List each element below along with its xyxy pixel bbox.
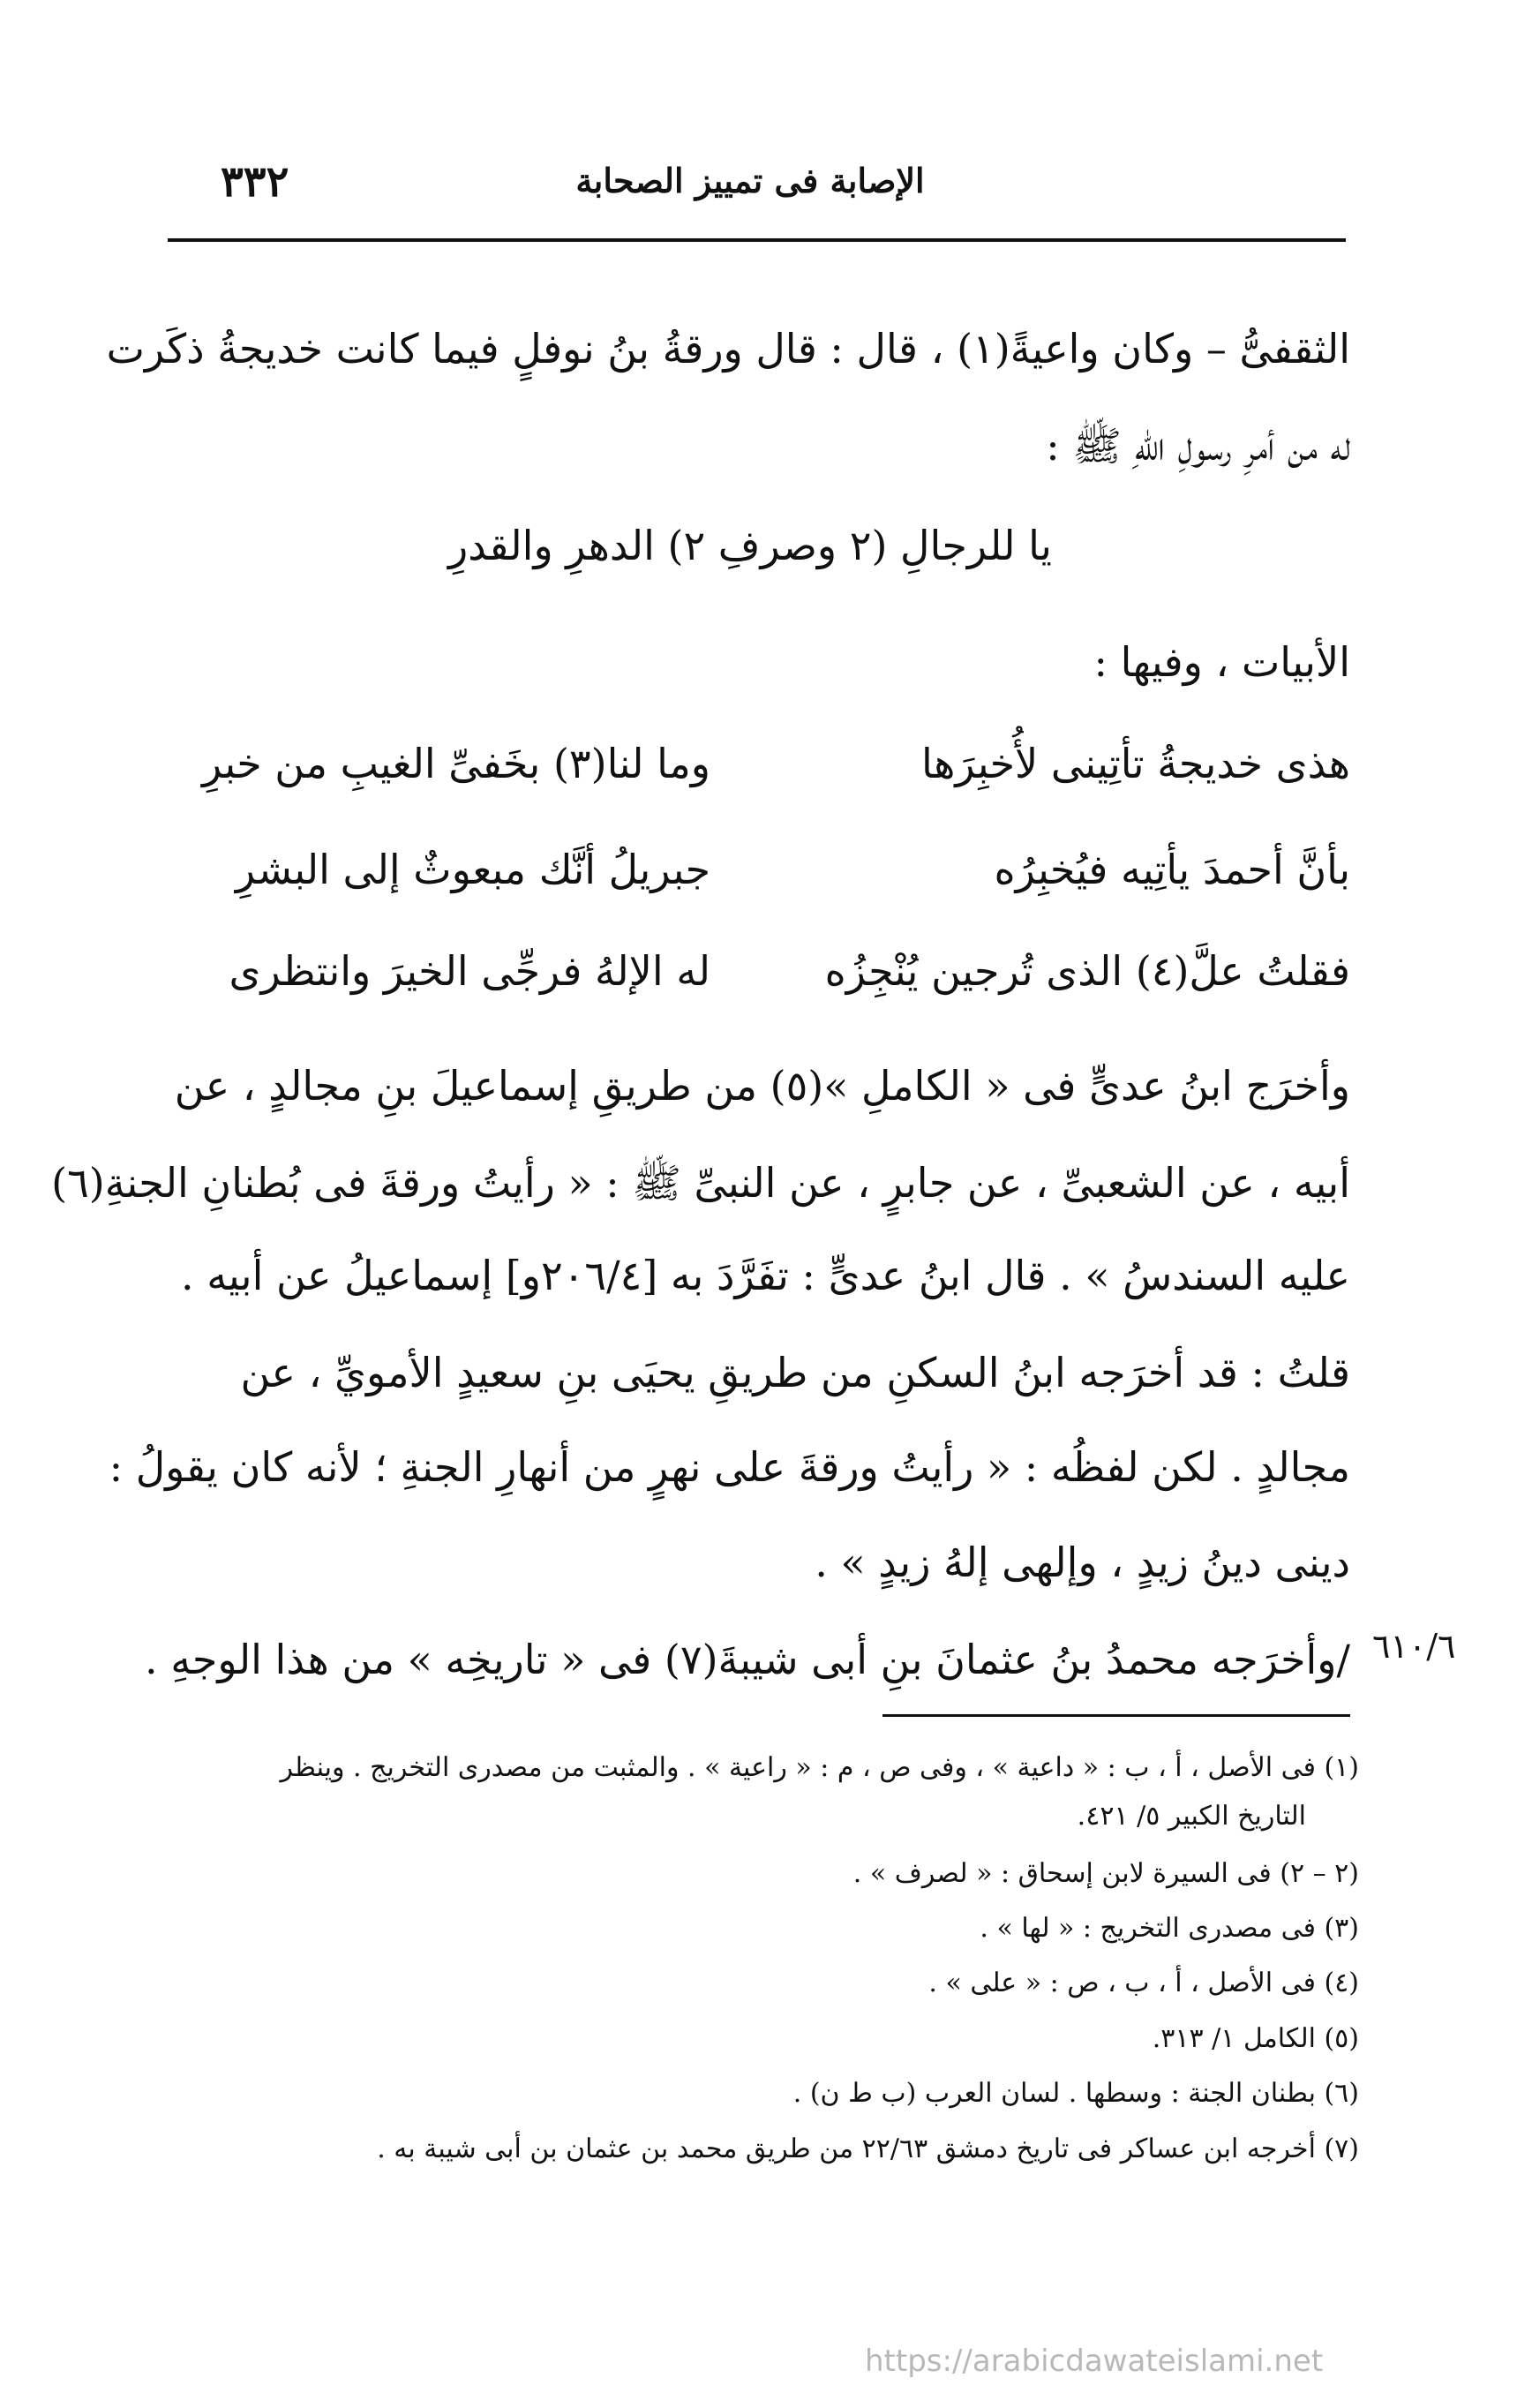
page-number: ٣٣٢ [221, 157, 289, 207]
verse-first-hemistich: بأنَّ أحمدَ يأتِيه فيُخبِرُه [994, 846, 1350, 893]
body-line: أبيه ، عن الشعبىِّ ، عن جابرٍ ، عن النبىِّ ﷺ : « رأيتُ ورقةَ فى بُطنانِ الجنةِ(٦) [51, 1159, 1350, 1207]
running-title: الإصابة فى تمييز الصحابة [575, 161, 925, 200]
footnote: (١) فى الأصل ، أ ، ب : « داعية » ، وفى ص ، م : « راعية » . والمثبت من مصدرى التخريج . وينظر [280, 1752, 1359, 1783]
margin-page-reference: ٦١٠/٦ [1372, 1627, 1456, 1666]
footnote-continuation: التاريخ الكبير ٥/ ٤٢١. [1077, 1801, 1306, 1832]
watermark-url: https://arabicdawateislami.net [865, 2344, 1324, 2379]
verse-first-hemistich: فقلتُ علَّ(٤) الذى تُرجين يُنْجِزُه [824, 947, 1350, 995]
body-line: له من أمرِ رسولِ اللهِ ﷺ : [1046, 422, 1350, 470]
body-line: دينى دينُ زيدٍ ، وإلهى إلهُ زيدٍ » . [815, 1539, 1350, 1586]
verse-opening: يا للرجالِ (٢ وصرفِ ٢) الدهرِ والقدرِ [448, 522, 1052, 569]
footnote: (٢ – ٢) فى السيرة لابن إسحاق : « لصرف » . [852, 1858, 1359, 1889]
header-divider [168, 238, 1346, 242]
poem-verse [163, 719, 1350, 808]
footnote: (٧) أخرجه ابن عساكر فى تاريخ دمشق ٢٢/٦٣ من طريق محمد بن عثمان بن أبى شيبة به . [377, 2133, 1359, 2164]
footnote-divider [882, 1714, 1350, 1717]
footnote: (٦) بطنان الجنة : وسطها . لسان العرب (ب ط ن) . [792, 2078, 1359, 2109]
verse-second-hemistich: جبريلُ أنَّك مبعوثٌ إلى البشرِ [235, 846, 710, 893]
body-line: الثقفىُّ – وكان واعيةً(١) ، قال : قال ورقةُ بنُ نوفلٍ فيما كانت خديجةُ ذكَرت [106, 325, 1350, 372]
poem-verse [163, 825, 1350, 914]
footnote: (٣) فى مصدرى التخريج : « لها » . [980, 1913, 1359, 1944]
body-line: وأخرَج ابنُ عدىٍّ فى « الكاملِ »(٥) من طريقِ إسماعيلَ بنِ مجالدٍ ، عن [174, 1062, 1350, 1110]
verse-second-hemistich: له الإلهُ فرجِّى الخيرَ وانتظرى [229, 947, 710, 995]
abyat-intro: الأبيات ، وفيها : [1093, 638, 1350, 686]
body-line: عليه السندسُ » . قال ابنُ عدىٍّ : تفَرَّدَ به [٢٠٦/٤و] إسماعيلُ عن أبيه . [181, 1252, 1350, 1299]
body-line: /وأخرَجه محمدُ بنُ عثمانَ بنِ أبى شيبةَ(٧) فى « تاريخِه » من هذا الوجهِ . [145, 1636, 1350, 1683]
verse-second-hemistich: وما لنا(٣) بخَفىِّ الغيبِ من خبرِ [201, 740, 710, 787]
footnote: (٥) الكامل ١/ ٣١٣. [1152, 2023, 1359, 2054]
poem-verse [163, 927, 1350, 1015]
verse-first-hemistich: هذى خديجةُ تأتِينى لأُخبِرَها [921, 740, 1350, 787]
footnote: (٤) فى الأصل ، أ ، ب ، ص : « على » . [928, 1968, 1359, 1998]
body-line: مجالدٍ . لكن لفظُه : « رأيتُ ورقةَ على نهرٍ من أنهارِ الجنةِ ؛ لأنه كان يقولُ : [109, 1443, 1350, 1491]
body-line: قلتُ : قد أخرَجه ابنُ السكنِ من طريقِ يحيَى بنِ سعيدٍ الأمويِّ ، عن [240, 1349, 1350, 1396]
